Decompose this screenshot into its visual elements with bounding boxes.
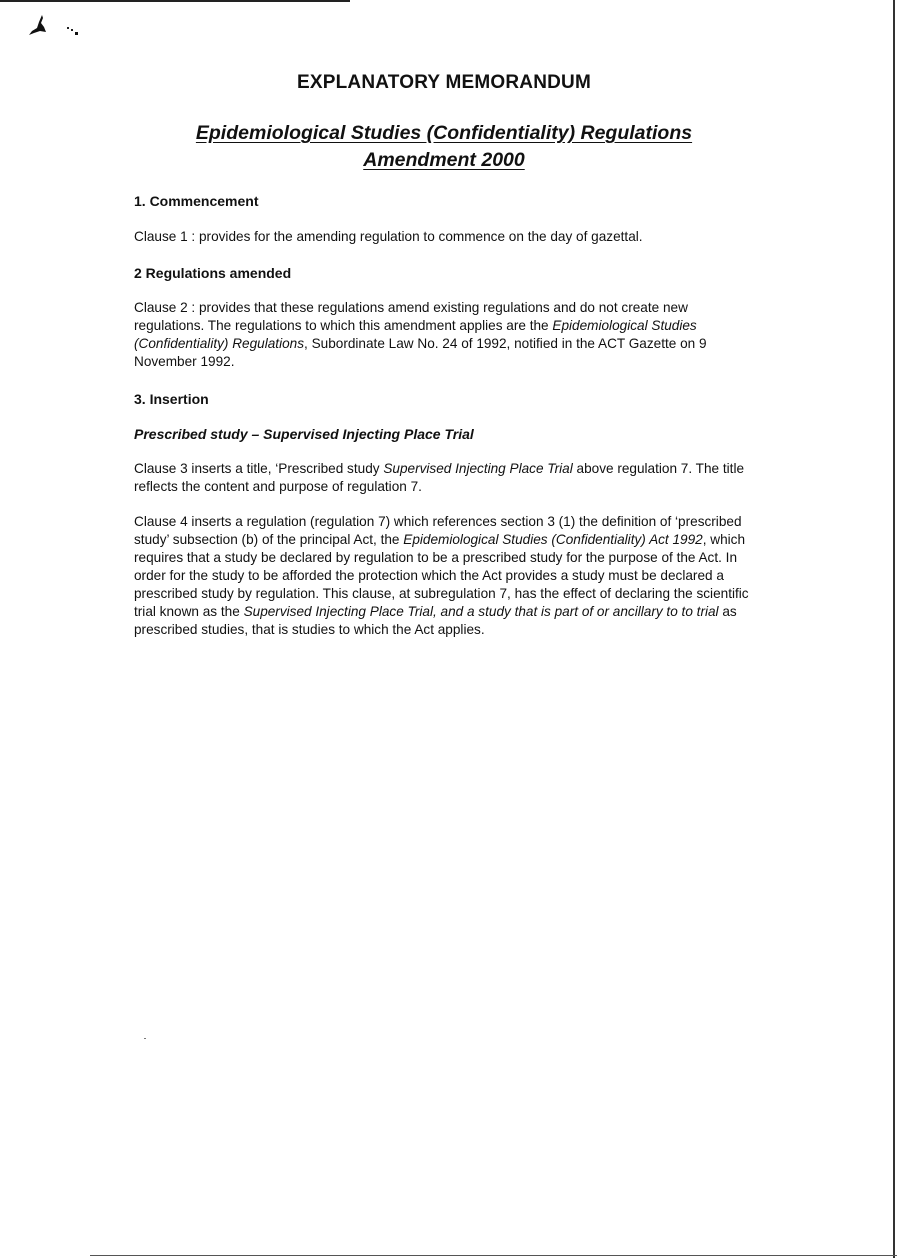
section-heading-insertion: 3. Insertion [134,391,209,407]
paragraph-clause-2 [134,299,759,371]
clause-4-italic-act: Epidemiological Studies (Confidentiality) Act 1992 [403,532,703,547]
section-heading-commencement: 1. Commencement [134,193,259,209]
scan-dots-icon [66,26,80,36]
section-heading-regulations-amended: 2 Regulations amended [134,265,292,281]
regulation-title [0,120,888,174]
memorandum-title: EXPLANATORY MEMORANDUM [297,72,591,93]
clause-2-text-a: Clause 2 : provides that these regulations amend existing regulations and do not create new regulations. The regulations to which this amendment applies are the [134,300,688,333]
scan-edge-right [893,0,895,1258]
regulation-title-line2: Amendment 2000 [363,149,525,171]
scan-edge-bottom [90,1255,897,1256]
clause-2-italic-regulations: Epidemiological Studies (Confidentiality) Regulations [134,318,697,351]
clause-2-text-b: , Subordinate Law No. 24 of 1992, notified in the ACT Gazette on 9 November 1992. [134,336,707,369]
clause-4-text-b: , which requires that a study be declared by regulation to be a prescribed study for the purpose of the Act. In order for the study to be afforded the protection which the Act provides a study must be declared a prescribed study by regulation. This clause, at subregulation 7, has the effect of declaring the scientific trial known as the [134,532,749,619]
scan-speck [144,1038,146,1039]
scan-edge-top [0,0,350,2]
paragraph-clause-1: Clause 1 : provides for the amending regulation to commence on the day of gazettal. [134,229,643,244]
clause-4-italic-trial: Supervised Injecting Place Trial, and a study that is part of or ancillary to to trial [243,604,719,619]
clause-3-italic-trial: Supervised Injecting Place Trial [383,461,573,476]
clause-3-text-a: Clause 3 inserts a title, ‘Prescribed study [134,461,384,476]
clause-4-text-a: Clause 4 inserts a regulation (regulation 7) which references section 3 (1) the definition of ‘prescribed study’ subsection (b) of the principal Act, the [134,514,742,547]
regulation-title-line1: Epidemiological Studies (Confidentiality) Regulations [195,122,693,144]
paragraph-clause-3 [134,460,759,496]
clause-3-text-b: above regulation 7. The title reflects the content and purpose of regulation 7. [134,461,745,494]
clause-4-text-c: as prescribed studies, that is studies to which the Act applies. [134,604,737,637]
scan-artifact-icon [28,14,48,36]
subheading-prescribed-study: Prescribed study – Supervised Injecting Place Trial [134,426,474,442]
paragraph-clause-4 [134,513,759,639]
